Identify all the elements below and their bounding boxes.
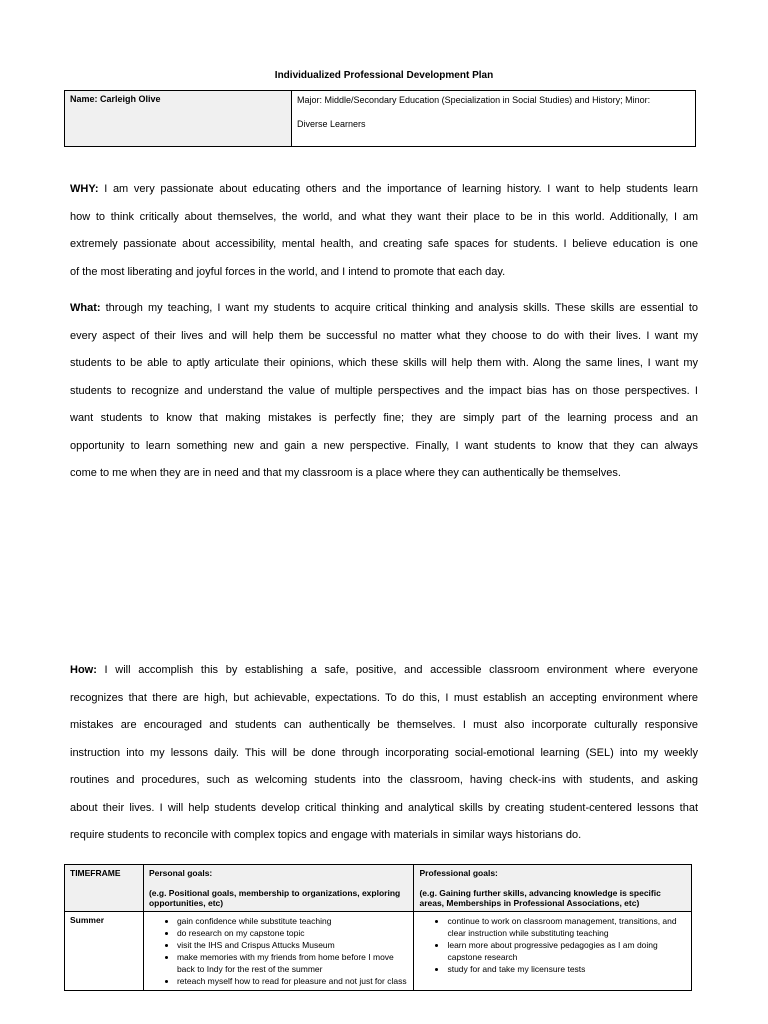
why-line-4: of the most liberating and joyful forces in the world, and I intend to promote that each day.	[70, 265, 506, 278]
what-line-6: opportunity to learn something new and gain a new perspective. Finally, I want students to know that they can always	[70, 439, 698, 452]
what-line-7: come to me when they are in need and that my classroom is a place where they can authentically be themselves.	[70, 467, 621, 479]
major-line-2: Diverse Learners	[297, 119, 366, 129]
personal-goals-list	[149, 915, 409, 987]
list-item: • do research on my capstone topic	[177, 927, 409, 939]
professional-goals-title: Professional goals:	[419, 868, 498, 878]
what-line-1: through my teaching, I want my students to acquire critical thinking and analysis skills. These skills are essential to	[100, 302, 698, 314]
how-line-3: mistakes are encouraged and students can authentically be themselves. I must also incorporate culturally responsive	[70, 719, 698, 731]
major-line-1: Major: Middle/Secondary Education (Specialization in Social Studies) and History; Minor:	[297, 95, 651, 105]
personal-goals-title: Personal goals:	[148, 868, 213, 878]
timeframe-header: TIMEFRAME	[65, 865, 144, 912]
what-line-5: want students to know that making mistakes is perfectly fine; they are simply part of the learning process and an	[70, 412, 698, 424]
goals-header-row	[65, 865, 692, 912]
why-line-1: I am very passionate about educating others and the importance of learning history. I want to help students learn	[98, 183, 698, 195]
list-item: • learn more about progressive pedagogies as I am doing capstone research	[447, 939, 686, 963]
how-line-7: require students to reconcile with complex topics and engage with materials in similar ways historians do.	[70, 829, 582, 841]
why-line-2: how to think critically about themselves, the world, and what they want their place to be in this world. Additionally, I am	[70, 210, 698, 223]
list-item: • continue to work on classroom management, transitions, and clear instruction while substituting teaching	[447, 915, 686, 939]
how-line-2: recognizes that there are high, but achievable, expectations. To do this, I must establish an accepting environment where	[70, 691, 698, 704]
what-paragraph	[70, 295, 698, 488]
professional-goals-subtitle: (e.g. Gaining further skills, advancing knowledge is specific areas, Memberships in Professional Associations, etc)	[419, 888, 661, 908]
what-line-4: students to recognize and understand the value of multiple perspectives and the impact bias has on those perspectives. I	[70, 384, 698, 397]
student-name-cell: Name: Carleigh Olive	[65, 91, 292, 146]
goals-table	[64, 864, 692, 991]
info-table	[64, 90, 696, 147]
list-item: • study for and take my licensure tests	[447, 963, 686, 975]
why-line-3: extremely passionate about accessibility, mental health, and creating safe spaces for students. I believe education is one	[70, 238, 698, 250]
list-item: • make memories with my friends from home before I move back to Indy for the rest of the summer	[177, 951, 409, 975]
list-item: • visit the IHS and Crispus Attucks Museum	[177, 939, 409, 951]
document-title: Individualized Professional Development Plan	[274, 70, 494, 81]
major-cell	[292, 91, 695, 146]
how-paragraph	[70, 657, 698, 850]
professional-goals-header	[414, 865, 692, 912]
why-label: WHY:	[70, 183, 99, 195]
how-line-6: about their lives. I will help students develop critical thinking and analytical skills by creating student-centered lessons that	[70, 801, 698, 814]
personal-goals-cell	[143, 912, 414, 991]
personal-goals-header	[143, 865, 414, 912]
how-line-4: instruction into my lessons daily. This will be done through incorporating social-emotional learning (SEL) into my weekly	[70, 746, 698, 759]
how-label: How:	[70, 664, 97, 676]
how-line-1: I will accomplish this by establishing a safe, positive, and accessible classroom environment where everyone	[96, 664, 698, 676]
list-item: • reteach myself how to read for pleasure and not just for class	[177, 975, 409, 987]
personal-goals-subtitle: (e.g. Positional goals, membership to organizations, exploring opportunities, etc)	[148, 888, 401, 908]
timeframe-cell: Summer	[65, 912, 144, 991]
professional-goals-cell	[414, 912, 692, 991]
table-row	[65, 912, 692, 991]
what-line-3: students to be able to aptly articulate their opinions, which these skills will help them with. Along the same lines, I want my	[70, 357, 698, 369]
what-label: What:	[70, 302, 101, 314]
why-paragraph	[70, 176, 698, 286]
professional-goals-list	[419, 915, 686, 975]
list-item: • gain confidence while substitute teaching	[177, 915, 409, 927]
what-line-2: every aspect of their lives and will help them be successful no matter what they choose to do with their lives. I want my	[70, 329, 698, 342]
how-line-5: routines and procedures, such as welcoming students into the classroom, having check-ins with students, and asking	[70, 774, 698, 786]
